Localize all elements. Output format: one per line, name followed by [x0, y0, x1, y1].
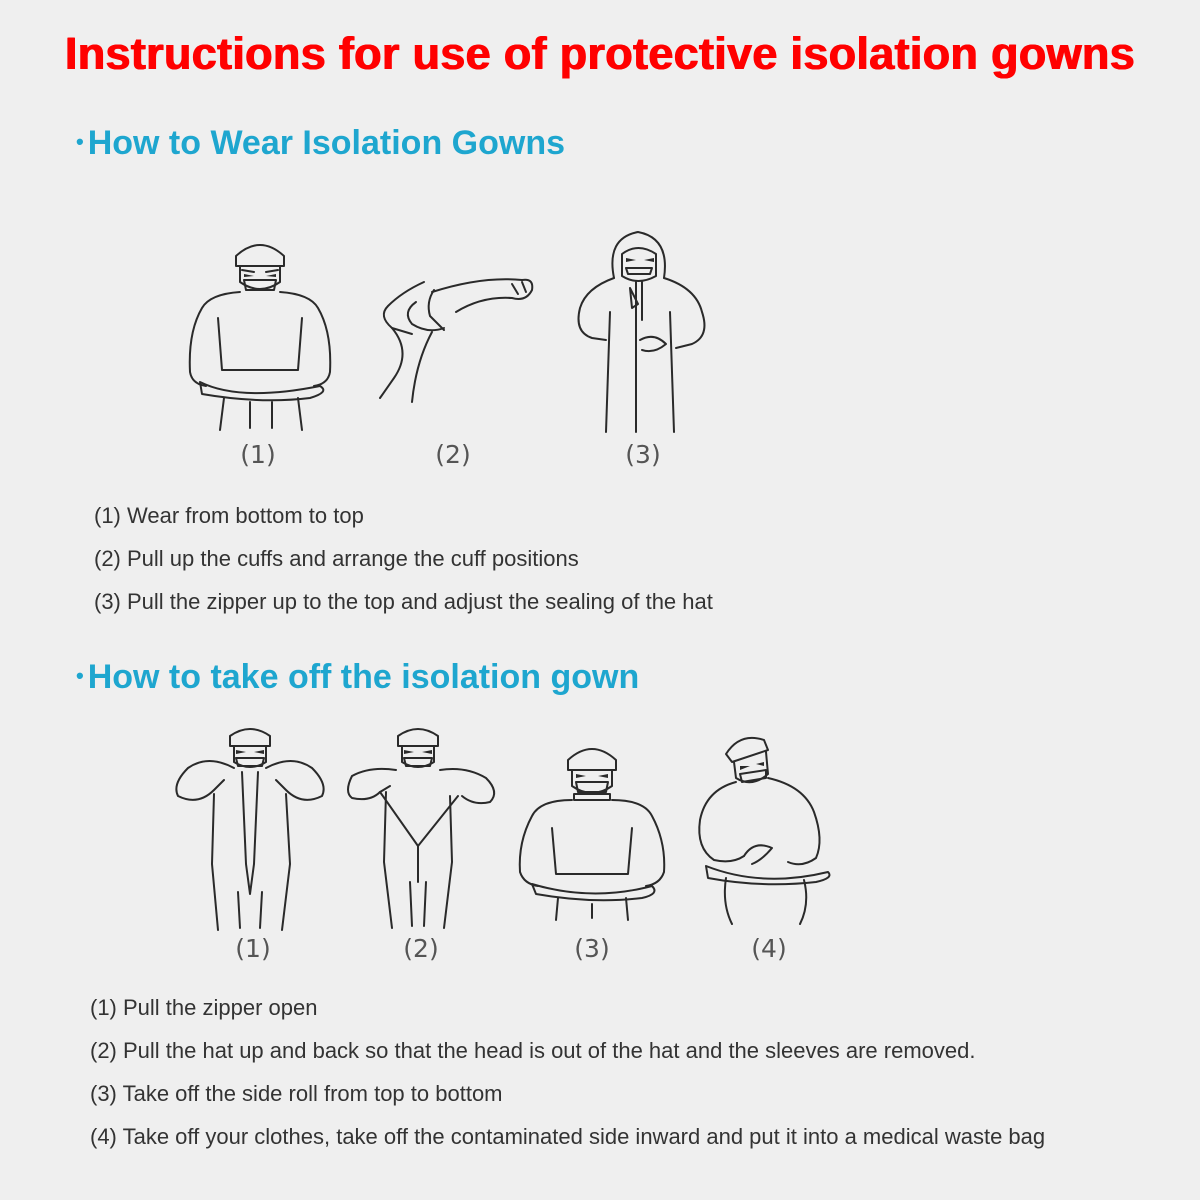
wear-step-2: (2) Pull up the cuffs and arrange the cuff positions — [94, 546, 579, 571]
takeoff-figure-2-label: (2) — [403, 934, 439, 963]
wear-step-1: (1) Wear from bottom to top — [94, 503, 364, 528]
wear-figure-3-illustration — [570, 228, 720, 438]
takeoff-step-2: (2) Pull the hat up and back so that the head is out of the hat and the sleeves are removed. — [90, 1038, 976, 1063]
wear-figure-1-label: (1) — [240, 440, 276, 469]
wear-figure-2-label: (2) — [435, 440, 471, 469]
takeoff-figure-3-label: (3) — [574, 934, 610, 963]
takeoff-step-1: (1) Pull the zipper open — [90, 995, 318, 1020]
wear-section-heading — [76, 124, 565, 163]
takeoff-figure-2-illustration — [340, 722, 505, 932]
bullet-dot-icon: • — [76, 663, 84, 688]
takeoff-section-heading — [76, 658, 639, 697]
wear-figure-3-label: (3) — [625, 440, 661, 469]
takeoff-figure-1-label: (1) — [235, 934, 271, 963]
takeoff-step-4: (4) Take off your clothes, take off the contaminated side inward and put it into a medical waste bag — [90, 1124, 1046, 1149]
takeoff-figure-1-illustration — [168, 724, 333, 934]
wear-heading-text: How to Wear Isolation Gowns — [87, 124, 565, 162]
takeoff-steps-list — [90, 986, 1045, 1158]
wear-figure-1-illustration — [180, 232, 340, 432]
takeoff-figure-4-illustration — [692, 728, 837, 928]
wear-figure-2-illustration — [372, 272, 542, 412]
wear-steps-list — [94, 494, 713, 623]
takeoff-figure-3-illustration — [512, 738, 677, 928]
takeoff-heading-text: How to take off the isolation gown — [87, 658, 640, 696]
takeoff-figure-4-label: (4) — [751, 934, 787, 963]
page-title: Instructions for use of protective isolation gowns — [64, 28, 1136, 79]
takeoff-step-3: (3) Take off the side roll from top to bottom — [90, 1081, 503, 1106]
bullet-dot-icon: • — [76, 129, 84, 154]
wear-step-3: (3) Pull the zipper up to the top and adjust the sealing of the hat — [94, 589, 713, 614]
